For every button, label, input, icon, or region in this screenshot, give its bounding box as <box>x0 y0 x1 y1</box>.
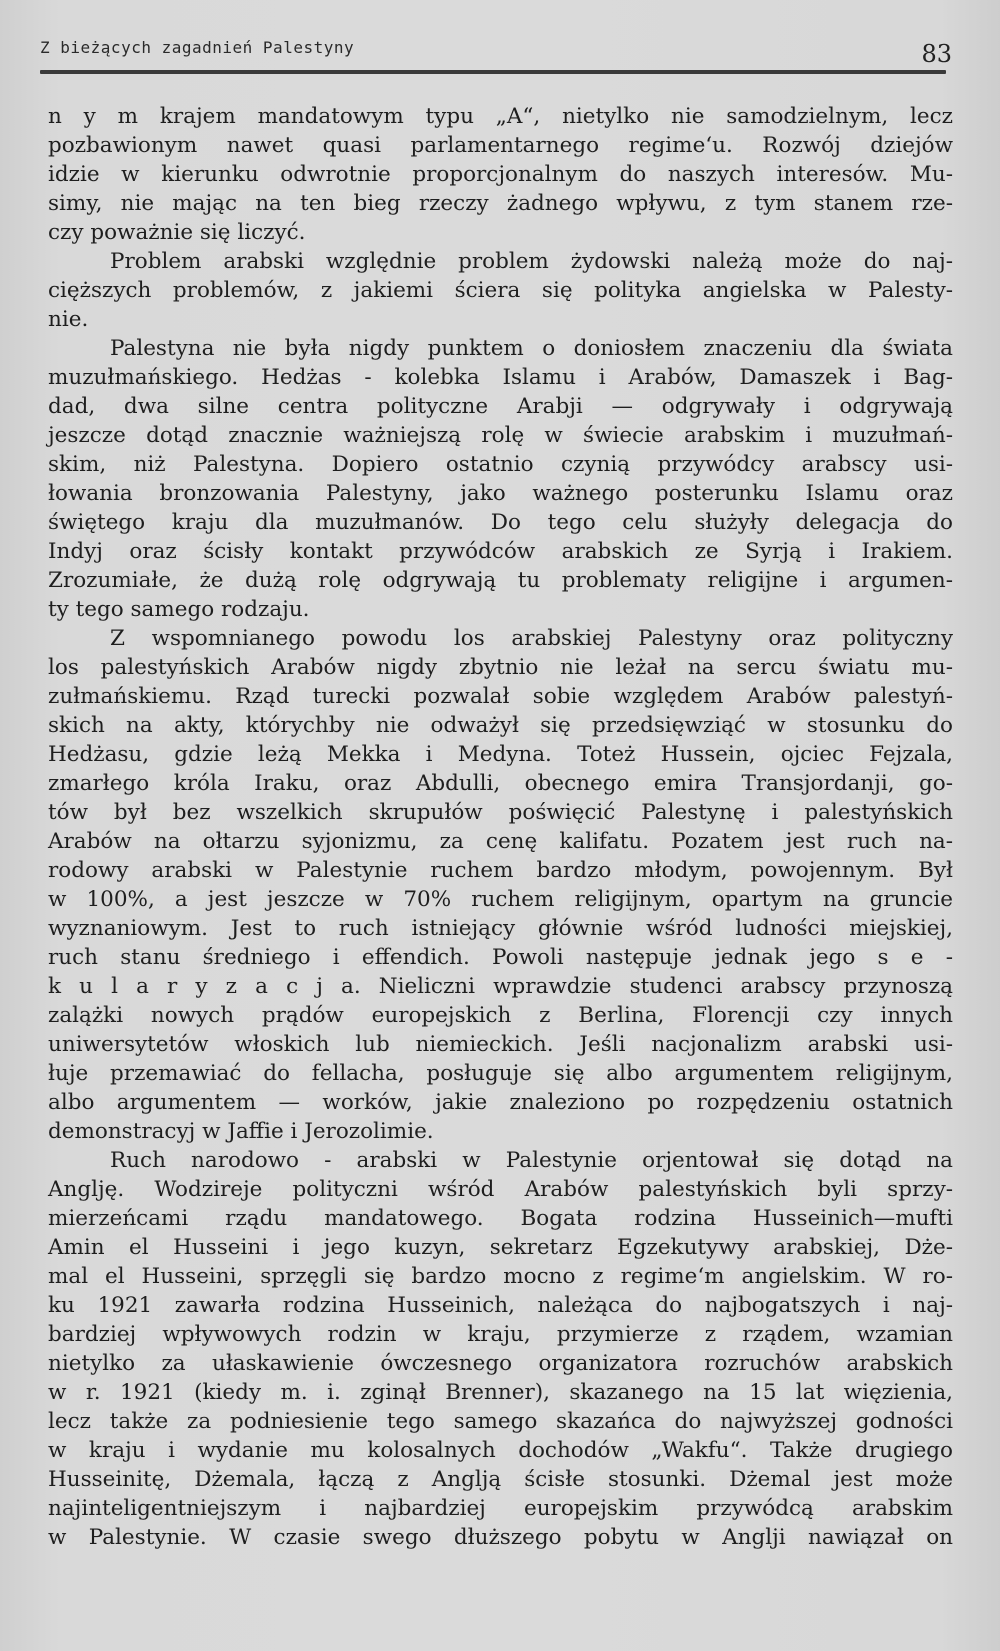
text-line: w kraju i wydanie mu kolosalnych dochodów „Wakfu“. Także drugiego <box>48 1438 953 1463</box>
running-header <box>40 38 952 72</box>
text-line: Problem arabski względnie problem żydowski należą może do naj- <box>110 249 953 274</box>
text-line: najinteligentniejszym i najbardziej europejskim przywódcą arabskim <box>48 1496 953 1521</box>
text-line: Anglję. Wodzireje polityczni wśród Arabów palestyńskich byli sprzy- <box>48 1177 953 1202</box>
text-line: simy, nie mając na ten bieg rzeczy żadnego wpływu, z tym stanem rze- <box>48 191 953 216</box>
text-line: muzułmańskiego. Hedżas - kolebka Islamu i Arabów, Damaszek i Bag- <box>48 365 953 390</box>
text-line: Ruch narodowo - arabski w Palestynie orjentował się dotąd na <box>110 1148 953 1173</box>
text-line: Arabów na ołtarzu syjonizmu, za cenę kalifatu. Pozatem jest ruch na- <box>48 829 953 854</box>
text-line: nie. <box>48 307 89 332</box>
text-line: w r. 1921 (kiedy m. i. zginął Brenner), skazanego na 15 lat więzienia, <box>48 1380 953 1405</box>
text-line: lecz także za podniesienie tego samego skazańca do najwyższej godności <box>48 1409 953 1434</box>
text-line: Indyj oraz ścisły kontakt przywódców arabskich ze Syrją i Irakiem. <box>48 539 953 564</box>
text-line: n y m krajem mandatowym typu „A“, nietylko nie samodzielnym, lecz <box>48 104 953 129</box>
text-line: dad, dwa silne centra polityczne Arabji — odgrywały i odgrywają <box>48 394 953 419</box>
text-line: Husseinitę, Dżemala, łączą z Anglją ścisłe stosunki. Dżemal jest może <box>48 1467 953 1492</box>
text-line: wyznaniowym. Jest to ruch istniejący głównie wśród ludności miejskiej, <box>48 916 953 941</box>
text-line: czy poważnie się liczyć. <box>48 220 306 245</box>
text-line: zalążki nowych prądów europejskich z Berlina, Florencji czy innych <box>48 1003 953 1028</box>
text-line: Amin el Husseini i jego kuzyn, sekretarz Egzekutywy arabskiej, Dże- <box>48 1235 953 1260</box>
text-line: skim, niż Palestyna. Dopiero ostatnio czynią przywódcy arabscy usi- <box>48 452 953 477</box>
header-rule <box>40 70 946 74</box>
text-line: rodowy arabski w Palestynie ruchem bardzo młodym, powojennym. Był <box>48 858 953 883</box>
text-line: w Palestynie. W czasie swego dłuższego pobytu w Anglji nawiązał on <box>48 1525 953 1550</box>
page-number: 83 <box>921 40 952 68</box>
text-line: jeszcze dotąd znacznie ważniejszą rolę w świecie arabskim i muzułmań- <box>48 423 953 448</box>
text-line: cięższych problemów, z jakiemi ściera się polityka angielska w Palesty- <box>48 278 953 303</box>
text-line: w 100%, a jest jeszcze w 70% ruchem religijnym, opartym na gruncie <box>48 887 953 912</box>
text-line: ku 1921 zawarła rodzina Husseinich, należąca do najbogatszych i naj- <box>48 1293 953 1318</box>
text-line: idzie w kierunku odwrotnie proporcjonalnym do naszych interesów. Mu- <box>48 162 953 187</box>
text-line: łuje przemawiać do fellacha, posługuje się albo argumentem religijnym, <box>48 1061 953 1086</box>
text-line: demonstracyj w Jaffie i Jerozolimie. <box>48 1119 434 1144</box>
text-line: łowania bronzowania Palestyny, jako ważnego posterunku Islamu oraz <box>48 481 953 506</box>
text-line: skich na akty, którychby nie odważył się przedsięwziąć w stosunku do <box>48 713 953 738</box>
text-line: albo argumentem — worków, jakie znaleziono po rozpędzeniu ostatnich <box>48 1090 953 1115</box>
text-line: los palestyńskich Arabów nigdy zbytnio nie leżał na sercu światu mu- <box>48 655 953 680</box>
text-line: ty tego samego rodzaju. <box>48 597 310 622</box>
text-line: mierzeńcami rządu mandatowego. Bogata rodzina Husseinich—mufti <box>48 1206 953 1231</box>
text-line: k u l a r y z a c j a. Nieliczni wprawdzie studenci arabscy przynoszą <box>48 974 953 999</box>
text-line: mal el Husseini, sprzęgli się bardzo mocno z regime‘m angielskim. W ro- <box>48 1264 953 1289</box>
text-line: ruch stanu średniego i effendich. Powoli następuje jednak jego s e - <box>48 945 953 970</box>
text-line: Palestyna nie była nigdy punktem o doniosłem znaczeniu dla świata <box>110 336 953 361</box>
running-title: Z bieżących zagadnień Palestyny <box>40 38 355 57</box>
text-line: pozbawionym nawet quasi parlamentarnego regime‘u. Rozwój dziejów <box>48 133 953 158</box>
text-line: zmarłego króla Iraku, oraz Abdulli, obecnego emira Transjordanji, go- <box>48 771 953 796</box>
text-line: świętego kraju dla muzułmanów. Do tego celu służyły delegacja do <box>48 510 953 535</box>
text-line: Z wspomnianego powodu los arabskiej Palestyny oraz polityczny <box>110 626 953 651</box>
text-line: bardziej wpływowych rodzin w kraju, przymierze z rządem, wzamian <box>48 1322 953 1347</box>
text-line: Zrozumiałe, że dużą rolę odgrywają tu problematy religijne i argumen- <box>48 568 953 593</box>
text-line: nietylko za ułaskawienie ówczesnego organizatora rozruchów arabskich <box>48 1351 953 1376</box>
text-line: Hedżasu, gdzie leżą Mekka i Medyna. Toteż Hussein, ojciec Fejzala, <box>48 742 953 767</box>
text-line: tów był bez wszelkich skrupułów poświęcić Palestynę i palestyńskich <box>48 800 953 825</box>
text-line: uniwersytetów włoskich lub niemieckich. Jeśli nacjonalizm arabski usi- <box>48 1032 953 1057</box>
body-text <box>48 102 953 1552</box>
text-line: zułmańskiemu. Rząd turecki pozwalał sobie względem Arabów palestyń- <box>48 684 953 709</box>
